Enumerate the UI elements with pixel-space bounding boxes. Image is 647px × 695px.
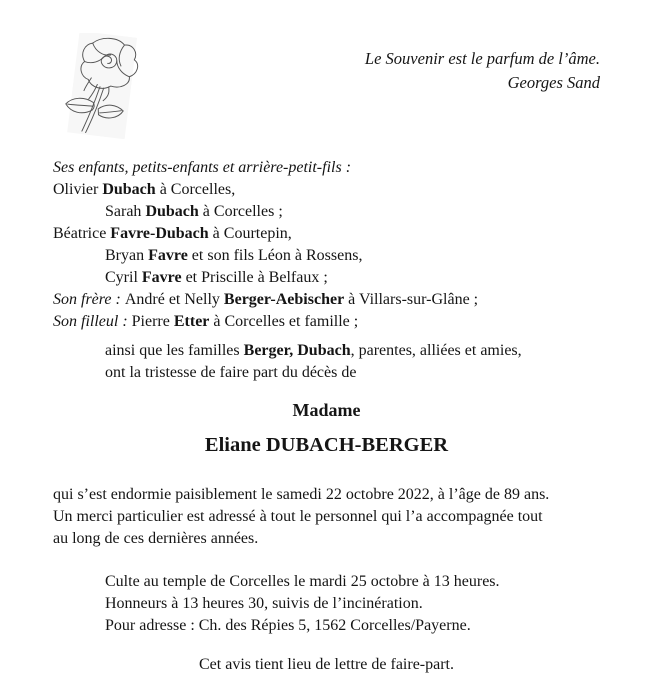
text-line: Sarah Dubach à Corcelles ; <box>105 203 283 220</box>
text-line: ont la tristesse de faire part du décès de <box>105 364 357 381</box>
family-list <box>53 157 600 333</box>
death-paragraph <box>53 484 600 550</box>
text-line: Cyril Favre et Priscille à Belfaux ; <box>105 269 328 286</box>
text-line: qui s’est endormie paisiblement le samedi 22 octobre 2022, à l’âge de 89 ans. <box>53 486 550 503</box>
text-line: au long de ces dernières années. <box>53 530 259 547</box>
text-line: Olivier Dubach à Corcelles, <box>53 181 236 198</box>
text-line: Bryan Favre et son fils Léon à Rossens, <box>105 247 363 264</box>
footer-notice: Cet avis tient lieu de lettre de faire-part. <box>199 656 454 673</box>
text-line: Un merci particulier est adressé à tout le personnel qui l’a accompagnée tout <box>53 508 543 525</box>
quote-author: Georges Sand <box>507 73 600 92</box>
text-line: Pour adresse : Ch. des Répies 5, 1562 Corcelles/Payerne. <box>105 617 471 634</box>
quote <box>365 47 600 95</box>
text-line: Son filleul : Pierre Etter à Corcelles et famille ; <box>53 313 359 330</box>
rose-sketch-icon <box>57 33 147 139</box>
header <box>53 33 600 136</box>
text-line: Ses enfants, petits-enfants et arrière-petit-fils : <box>53 159 352 176</box>
text-line: Béatrice Favre-Dubach à Courtepin, <box>53 225 292 242</box>
text-line: Culte au temple de Corcelles le mardi 25 octobre à 13 heures. <box>105 573 500 590</box>
text-line: Son frère : André et Nelly Berger-Aebischer à Villars-sur-Glâne ; <box>53 291 479 308</box>
text-line: ainsi que les familles Berger, Dubach, parentes, alliées et amies, <box>105 342 522 359</box>
ceremony-info <box>53 571 600 637</box>
intro-lines <box>53 340 600 384</box>
deceased-title: Madame <box>292 400 361 420</box>
text-line: Honneurs à 13 heures 30, suivis de l’incinération. <box>105 595 423 612</box>
quote-text: Le Souvenir est le parfum de l’âme. <box>364 49 600 68</box>
deceased-name: Eliane DUBACH-BERGER <box>204 434 449 456</box>
